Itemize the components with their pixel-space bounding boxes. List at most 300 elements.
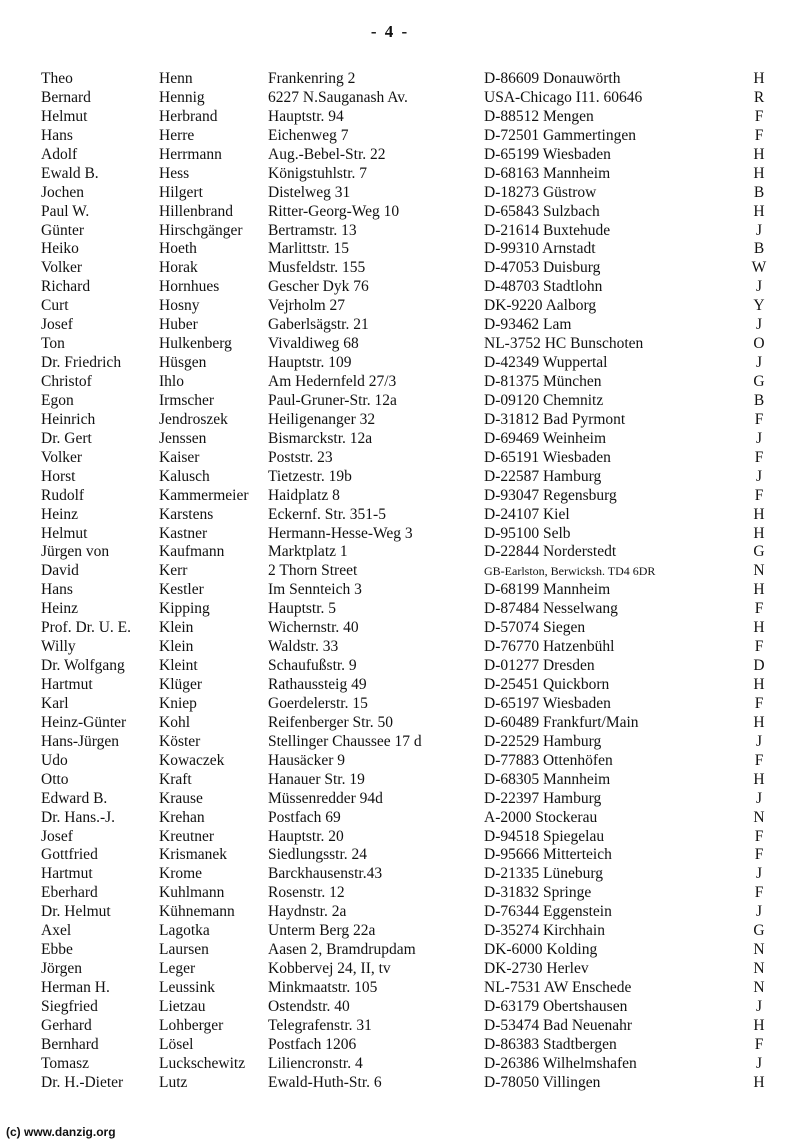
list-item	[0, 903, 800, 922]
street-address: Liliencronstr. 4	[268, 1054, 363, 1072]
first-name: Gerhard	[41, 1016, 92, 1034]
group-code: H	[753, 202, 765, 220]
list-item	[0, 240, 800, 259]
street-address: Königstuhlstr. 7	[268, 164, 368, 182]
group-code: F	[754, 486, 764, 504]
group-code: J	[755, 354, 763, 372]
last-name: Kaufmann	[159, 543, 225, 561]
last-name: Laursen	[159, 941, 209, 959]
postal-city: D-31812 Bad Pyrmont	[484, 410, 626, 428]
last-name: Lohberger	[159, 1016, 224, 1034]
first-name: Horst	[41, 467, 76, 485]
first-name: Christof	[41, 373, 92, 390]
street-address: Gescher Dyk 76	[268, 278, 369, 296]
group-code: N	[753, 979, 765, 996]
group-code: N	[753, 808, 765, 826]
street-address: Tietzestr. 19b	[268, 467, 352, 485]
last-name: Krome	[159, 865, 203, 883]
group-code: F	[754, 827, 764, 845]
street-address: Postfach 69	[268, 808, 341, 826]
postal-city: D-88512 Mengen	[484, 107, 594, 125]
street-address: Bismarckstr. 12a	[268, 429, 373, 447]
street-address: Vejrholm 27	[268, 297, 346, 315]
first-name: Dr. Gert	[41, 429, 92, 447]
first-name: Josef	[41, 316, 73, 334]
group-code: B	[753, 391, 765, 409]
footer-copyright: (c) www.danzig.org	[6, 1125, 116, 1139]
list-item	[0, 1017, 800, 1036]
street-address: Rosenstr. 12	[268, 884, 345, 902]
list-item	[0, 562, 800, 581]
group-code: H	[753, 1073, 765, 1091]
street-address: Haidplatz 8	[268, 486, 340, 504]
group-code: F	[754, 1035, 764, 1053]
group-code: G	[753, 373, 765, 390]
first-name: Ton	[41, 335, 65, 353]
first-name: Bernard	[41, 88, 91, 106]
list-item	[0, 373, 800, 392]
list-item	[0, 998, 800, 1017]
street-address: Siedlungsstr. 24	[268, 846, 368, 864]
first-name: Heinz-Günter	[41, 713, 127, 731]
postal-city: D-21614 Buxtehude	[484, 221, 611, 239]
list-item	[0, 165, 800, 184]
list-item	[0, 752, 800, 771]
last-name: Irmscher	[159, 391, 215, 409]
list-item	[0, 1055, 800, 1074]
list-item	[0, 600, 800, 619]
first-name: Richard	[41, 278, 91, 296]
list-item	[0, 846, 800, 865]
street-address: 2 Thorn Street	[268, 562, 358, 580]
street-address: Ritter-Georg-Weg 10	[268, 202, 400, 220]
first-name: Volker	[41, 448, 83, 466]
postal-city: D-65191 Wiesbaden	[484, 448, 611, 466]
street-address: Im Sennteich 3	[268, 581, 362, 599]
list-item	[0, 581, 800, 600]
group-code: F	[754, 884, 764, 902]
postal-city: D-01277 Dresden	[484, 657, 595, 675]
street-address: Eichenweg 7	[268, 126, 349, 144]
street-address: Stellinger Chaussee 17 d	[268, 732, 422, 750]
first-name: Rudolf	[41, 486, 85, 504]
postal-city: NL-3752 HC Bunschoten	[484, 335, 644, 353]
last-name: Lietzau	[159, 997, 206, 1015]
street-address: Kobbervej 24, II, tv	[268, 960, 391, 978]
postal-city: D-53474 Bad Neuenahr	[484, 1016, 633, 1034]
group-code: H	[753, 164, 765, 182]
postal-city: A-2000 Stockerau	[484, 808, 598, 826]
list-item	[0, 278, 800, 297]
group-code: N	[753, 960, 765, 978]
first-name: Siegfried	[41, 997, 98, 1015]
list-item	[0, 884, 800, 903]
street-address: Distelweg 31	[268, 183, 351, 201]
postal-city: D-25451 Quickborn	[484, 676, 610, 693]
last-name: Kohl	[159, 713, 190, 731]
first-name: Ebbe	[41, 941, 73, 959]
last-name: Kleint	[159, 657, 198, 675]
last-name: Luckschewitz	[159, 1054, 246, 1072]
list-item	[0, 354, 800, 373]
postal-city: D-65843 Sulzbach	[484, 202, 600, 220]
last-name: Hornhues	[159, 278, 220, 296]
last-name: Kipping	[159, 600, 210, 618]
group-code: J	[755, 865, 763, 883]
group-code: O	[753, 335, 765, 353]
postal-city: D-65199 Wiesbaden	[484, 145, 611, 163]
first-name: Otto	[41, 770, 69, 788]
list-item	[0, 297, 800, 316]
list-item	[0, 449, 800, 468]
group-code: H	[753, 676, 765, 693]
street-address: Gaberlsägstr. 21	[268, 316, 369, 334]
first-name: Egon	[41, 391, 74, 409]
postal-city: D-31832 Springe	[484, 884, 592, 902]
postal-city: USA-Chicago I11. 60646	[484, 88, 643, 106]
postal-city: D-60489 Frankfurt/Main	[484, 713, 639, 731]
last-name: Karstens	[159, 505, 214, 523]
list-item	[0, 695, 800, 714]
first-name: Helmut	[41, 107, 88, 125]
last-name: Herbrand	[159, 107, 218, 125]
street-address: Vivaldiweg 68	[268, 335, 359, 353]
member-address-list	[0, 70, 800, 1093]
first-name: Edward B.	[41, 789, 108, 807]
last-name: Hulkenberg	[159, 335, 232, 353]
postal-city: D-78050 Villingen	[484, 1073, 601, 1091]
list-item	[0, 222, 800, 241]
postal-city: D-95100 Selb	[484, 524, 571, 542]
last-name: Kastner	[159, 524, 208, 542]
street-address: Unterm Berg 22a	[268, 922, 376, 940]
last-name: Herrmann	[159, 145, 222, 163]
group-code: G	[753, 543, 765, 561]
list-item	[0, 1036, 800, 1055]
group-code: H	[753, 770, 765, 788]
list-item	[0, 487, 800, 506]
first-name: Udo	[41, 751, 68, 769]
street-address: Ewald-Huth-Str. 6	[268, 1073, 382, 1091]
list-item	[0, 790, 800, 809]
first-name: Jochen	[41, 183, 85, 201]
list-item	[0, 619, 800, 638]
first-name: Tomasz	[41, 1054, 89, 1072]
street-address: Marlittstr. 15	[268, 240, 349, 258]
first-name: Helmut	[41, 524, 88, 542]
group-code: Y	[753, 297, 765, 315]
list-item	[0, 714, 800, 733]
street-address: Hermann-Hesse-Weg 3	[268, 524, 413, 542]
group-code: J	[755, 789, 763, 807]
last-name: Herre	[159, 126, 195, 144]
list-item	[0, 70, 800, 89]
last-name: Kniep	[159, 694, 197, 712]
first-name: Bernhard	[41, 1035, 99, 1053]
postal-city: D-42349 Wuppertal	[484, 354, 608, 372]
group-code: F	[754, 107, 764, 125]
group-code: H	[753, 619, 765, 637]
list-item	[0, 127, 800, 146]
street-address: Postfach 1206	[268, 1035, 357, 1053]
list-item	[0, 506, 800, 525]
postal-city: D-65197 Wiesbaden	[484, 694, 611, 712]
page-number: - 4 -	[370, 22, 410, 41]
street-address: Hausäcker 9	[268, 751, 346, 769]
group-code: F	[754, 448, 764, 466]
list-item	[0, 335, 800, 354]
group-code: J	[755, 278, 763, 296]
street-address: Wichernstr. 40	[268, 619, 359, 637]
first-name: Karl	[41, 694, 69, 712]
postal-city: D-57074 Siegen	[484, 619, 586, 637]
last-name: Hennig	[159, 88, 205, 106]
list-item	[0, 392, 800, 411]
group-code: H	[753, 524, 765, 542]
postal-city: D-77883 Ottenhöfen	[484, 751, 613, 769]
list-item	[0, 771, 800, 790]
postal-city: D-22587 Hamburg	[484, 467, 602, 485]
group-code: H	[753, 70, 765, 87]
last-name: Leger	[159, 960, 196, 978]
last-name: Jendroszek	[159, 410, 228, 428]
postal-city: D-76770 Hatzenbühl	[484, 638, 615, 656]
last-name: Lagotka	[159, 922, 210, 940]
last-name: Kestler	[159, 581, 204, 599]
postal-city: D-87484 Nesselwang	[484, 600, 618, 618]
street-address: Am Hedernfeld 27/3	[268, 373, 397, 390]
list-item	[0, 203, 800, 222]
group-code: F	[754, 751, 764, 769]
list-item	[0, 146, 800, 165]
last-name: Hirschgänger	[159, 221, 243, 239]
group-code: J	[755, 732, 763, 750]
list-item	[0, 525, 800, 544]
postal-city: D-24107 Kiel	[484, 505, 570, 523]
group-code: W	[751, 259, 767, 277]
last-name: Krause	[159, 789, 203, 807]
postal-city: D-86383 Stadtbergen	[484, 1035, 617, 1053]
postal-city: D-99310 Arnstadt	[484, 240, 596, 258]
last-name: Henn	[159, 70, 193, 87]
postal-city: D-63179 Obertshausen	[484, 997, 628, 1015]
first-name: Hartmut	[41, 676, 93, 693]
list-item	[0, 809, 800, 828]
list-item	[0, 828, 800, 847]
street-address: Minkmaatstr. 105	[268, 979, 378, 996]
postal-city: D-86609 Donauwörth	[484, 70, 621, 87]
first-name: Curt	[41, 297, 69, 315]
street-address: Hauptstr. 20	[268, 827, 344, 845]
first-name: Ewald B.	[41, 164, 99, 182]
last-name: Leussink	[159, 979, 215, 996]
street-address: Eckernf. Str. 351-5	[268, 505, 386, 523]
group-code: H	[753, 581, 765, 599]
street-address: Hauptstr. 94	[268, 107, 344, 125]
group-code: H	[753, 145, 765, 163]
postal-city: D-22529 Hamburg	[484, 732, 602, 750]
first-name: Hans	[41, 581, 73, 599]
postal-city: DK-6000 Kolding	[484, 941, 598, 959]
list-item	[0, 733, 800, 752]
street-address: Frankenring 2	[268, 70, 356, 87]
first-name: Dr. Helmut	[41, 903, 111, 921]
street-address: Haydnstr. 2a	[268, 903, 347, 921]
group-code: J	[755, 903, 763, 921]
list-item	[0, 259, 800, 278]
last-name: Krehan	[159, 808, 205, 826]
last-name: Krismanek	[159, 846, 228, 864]
list-item	[0, 638, 800, 657]
last-name: Hoeth	[159, 240, 197, 258]
last-name: Kammermeier	[159, 486, 249, 504]
last-name: Jenssen	[159, 429, 207, 447]
street-address: Rathaussteig 49	[268, 676, 367, 693]
postal-city: D-68199 Mannheim	[484, 581, 611, 599]
first-name: Paul W.	[41, 202, 90, 220]
group-code: J	[755, 429, 763, 447]
first-name: Gottfried	[41, 846, 98, 864]
group-code: F	[754, 600, 764, 618]
list-item	[0, 108, 800, 127]
last-name: Hüsgen	[159, 354, 207, 372]
list-item	[0, 411, 800, 430]
first-name: Josef	[41, 827, 73, 845]
last-name: Köster	[159, 732, 201, 750]
first-name: Heinz	[41, 505, 79, 523]
list-item	[0, 657, 800, 676]
last-name: Hilgert	[159, 183, 203, 201]
first-name: Jörgen	[41, 960, 83, 978]
street-address: Hauptstr. 5	[268, 600, 337, 618]
first-name: Adolf	[41, 145, 78, 163]
street-address: Müssenredder 94d	[268, 789, 383, 807]
group-code: J	[755, 221, 763, 239]
last-name: Klein	[159, 638, 194, 656]
street-address: Reifenberger Str. 50	[268, 713, 393, 731]
group-code: F	[754, 126, 764, 144]
street-address: 6227 N.Sauganash Av.	[268, 88, 408, 106]
postal-city: D-81375 München	[484, 373, 602, 390]
street-address: Schaufußstr. 9	[268, 657, 357, 675]
first-name: Jürgen von	[41, 543, 110, 561]
group-code: F	[754, 846, 764, 864]
list-item	[0, 941, 800, 960]
group-code: F	[754, 638, 764, 656]
postal-city: D-93047 Regensburg	[484, 486, 617, 504]
postal-city: D-95666 Mitterteich	[484, 846, 612, 864]
first-name: Hartmut	[41, 865, 93, 883]
postal-city: D-93462 Lam	[484, 316, 572, 334]
street-address: Aug.-Bebel-Str. 22	[268, 145, 386, 163]
list-item	[0, 543, 800, 562]
last-name: Huber	[159, 316, 198, 334]
last-name: Kaiser	[159, 448, 200, 466]
postal-city: D-35274 Kirchhain	[484, 922, 605, 940]
street-address: Paul-Gruner-Str. 12a	[268, 391, 397, 409]
group-code: D	[753, 657, 765, 675]
list-item	[0, 979, 800, 998]
list-item	[0, 184, 800, 203]
group-code: B	[753, 183, 765, 201]
group-code: F	[754, 410, 764, 428]
first-name: Prof. Dr. U. E.	[41, 619, 131, 637]
group-code: N	[753, 562, 765, 580]
first-name: Dr. Friedrich	[41, 354, 122, 372]
street-address: Bertramstr. 13	[268, 221, 357, 239]
first-name: Heiko	[41, 240, 79, 258]
postal-city: D-68305 Mannheim	[484, 770, 611, 788]
street-address: Poststr. 23	[268, 448, 333, 466]
postal-city: DK-9220 Aalborg	[484, 297, 597, 315]
group-code: J	[755, 316, 763, 334]
last-name: Kalusch	[159, 467, 210, 485]
last-name: Kuhlmann	[159, 884, 225, 902]
street-address: Telegrafenstr. 31	[268, 1016, 372, 1034]
postal-city: D-47053 Duisburg	[484, 259, 601, 277]
last-name: Kühnemann	[159, 903, 235, 921]
group-code: H	[753, 505, 765, 523]
list-item	[0, 865, 800, 884]
first-name: Axel	[41, 922, 72, 940]
first-name: Theo	[41, 70, 73, 87]
postal-city: D-48703 Stadtlohn	[484, 278, 603, 296]
first-name: Dr. H.-Dieter	[41, 1073, 124, 1091]
first-name: Hans	[41, 126, 73, 144]
postal-city: GB-Earlston, Berwicksh. TD4 6DR	[484, 564, 656, 579]
street-address: Waldstr. 33	[268, 638, 339, 656]
last-name: Lutz	[159, 1073, 188, 1091]
group-code: J	[755, 997, 763, 1015]
postal-city: D-26386 Wilhelmshafen	[484, 1054, 637, 1072]
last-name: Hillenbrand	[159, 202, 234, 220]
list-item	[0, 316, 800, 335]
postal-city: DK-2730 Herlev	[484, 960, 589, 978]
postal-city: D-22397 Hamburg	[484, 789, 602, 807]
first-name: Heinrich	[41, 410, 96, 428]
last-name: Klüger	[159, 676, 203, 693]
first-name: David	[41, 562, 79, 580]
group-code: G	[753, 922, 765, 940]
last-name: Hosny	[159, 297, 200, 315]
group-code: J	[755, 1054, 763, 1072]
list-item	[0, 1074, 800, 1093]
group-code: R	[753, 88, 765, 106]
list-item	[0, 430, 800, 449]
group-code: N	[753, 941, 765, 959]
street-address: Heiligenanger 32	[268, 410, 376, 428]
list-item	[0, 89, 800, 108]
first-name: Heinz	[41, 600, 79, 618]
list-item	[0, 676, 800, 695]
postal-city: D-21335 Lüneburg	[484, 865, 603, 883]
first-name: Volker	[41, 259, 83, 277]
street-address: Aasen 2, Bramdrupdam	[268, 941, 416, 959]
postal-city: D-69469 Weinheim	[484, 429, 607, 447]
first-name: Hans-Jürgen	[41, 732, 120, 750]
street-address: Hauptstr. 109	[268, 354, 352, 372]
postal-city: D-72501 Gammertingen	[484, 126, 636, 144]
last-name: Ihlo	[159, 373, 184, 390]
group-code: H	[753, 1016, 765, 1034]
street-address: Hanauer Str. 19	[268, 770, 365, 788]
postal-city: D-76344 Eggenstein	[484, 903, 612, 921]
postal-city: D-68163 Mannheim	[484, 164, 611, 182]
first-name: Dr. Hans.-J.	[41, 808, 116, 826]
group-code: B	[753, 240, 765, 258]
group-code: H	[753, 713, 765, 731]
last-name: Lösel	[159, 1035, 194, 1053]
